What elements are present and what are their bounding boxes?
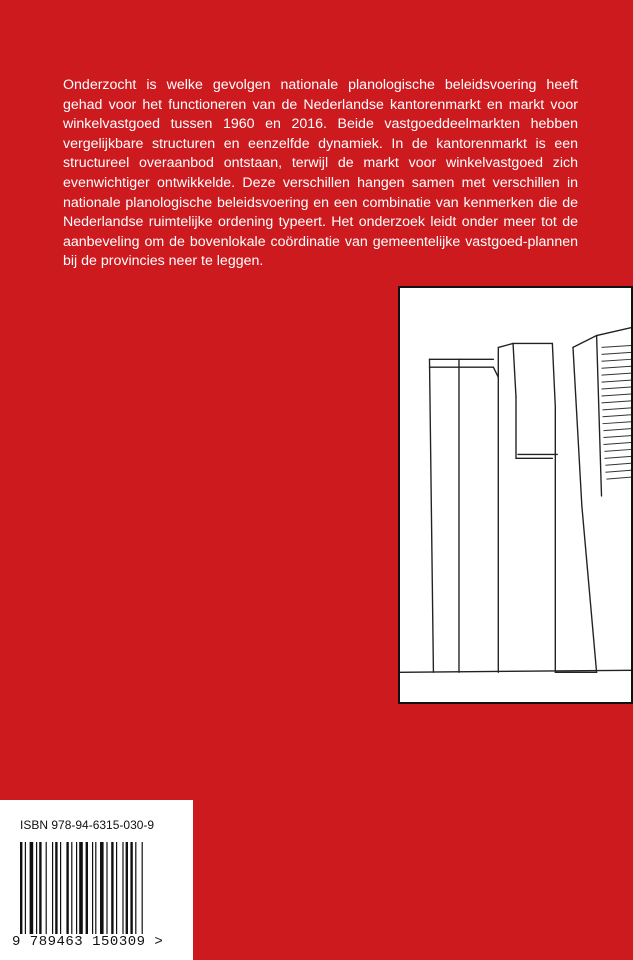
isbn-barcode-box [0, 800, 193, 960]
barcode-bar [116, 842, 117, 934]
barcode-bar [52, 842, 53, 934]
barcode-bar [25, 842, 26, 934]
barcode-bar [60, 842, 61, 934]
building-sketch-illustration [398, 286, 633, 704]
barcode-bar [126, 842, 128, 934]
barcode-bar [100, 842, 104, 934]
lower-block-left-edge [429, 359, 433, 672]
back-cover-blurb: Onderzocht is welke gevolgen nationale planologische beleidsvoering heeft gehad voor het functioneren van de Nederlandse kantorenmarkt en markt voor winkelvastgoed tussen 1960 en 2016. Beide vastgoeddeelmarkten hebben vergelijkbare structuren en eenzelfde dynamiek. In de kantorenmarkt is een structureel overaanbod ontstaan, terwijl de markt voor winkelvastgoed zich evenwichtiger ontwikkelde. Deze verschillen hangen samen met verschillen in nationale planologische beleidsvoering en een combinatie van kenmerken die de Nederlandse ruimtelijke ordening typeert. Het onderzoek leidt onder meer tot de aanbeveling om de bovenlokale coördinatie van gemeentelijke vastgoed-plannen bij de provincies neer te leggen. [63, 77, 578, 270]
barcode-bar [95, 842, 96, 934]
building-sketch-svg [400, 288, 631, 702]
barcode-bar [55, 842, 57, 934]
barcode-bar [130, 842, 132, 934]
barcode-bar [122, 842, 123, 934]
lower-block-front [429, 367, 498, 672]
barcode-bar [111, 842, 113, 934]
mid-block-top [498, 343, 552, 377]
tower-top [573, 328, 631, 348]
isbn-label: ISBN 978-94-6315-030-9 [20, 818, 155, 832]
barcode-bar [36, 842, 37, 934]
barcode-bar [142, 842, 143, 934]
barcode-bar [135, 842, 136, 934]
barcode-bar [76, 842, 77, 934]
barcode-bar [66, 842, 68, 934]
tower-left-edge [573, 347, 597, 672]
barcode-bar [39, 842, 41, 934]
barcode-bar [106, 842, 107, 934]
barcode-bar [86, 842, 88, 934]
barcode-digits: 9 789463 150309 > [12, 934, 164, 950]
barcode-bar [71, 842, 72, 934]
isbn-barcode [18, 842, 183, 934]
mid-block-right [552, 343, 555, 672]
upper-step [516, 397, 552, 458]
tower-window-hatching [602, 345, 631, 479]
barcode-bar [20, 842, 22, 934]
barcode-bar [46, 842, 47, 934]
barcode-bar [30, 842, 34, 934]
barcode-bar [92, 842, 93, 934]
barcode-bar [79, 842, 83, 934]
lower-block-top [429, 359, 458, 672]
